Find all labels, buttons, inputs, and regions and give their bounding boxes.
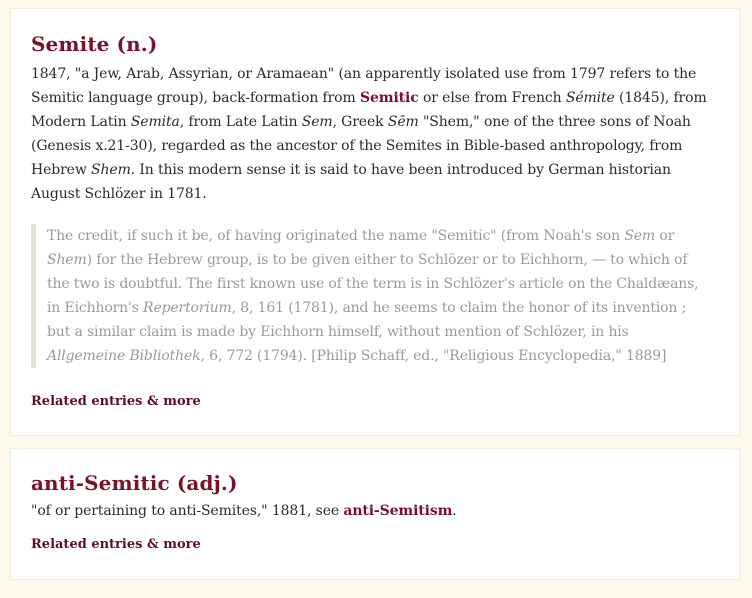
text-run: .	[452, 503, 457, 519]
text-run: (1845), from Modern Latin	[31, 90, 707, 130]
text-run: "of or pertaining to anti-Semites," 1881, see	[31, 503, 344, 519]
cross-reference-link[interactable]: Semitic	[359, 90, 419, 106]
text-run: ) for the Hebrew group, is to be given either to Schlözer or to Eichhorn, — to which of the two is doubtful. The first known use of the term is in Schlözer's article on the Chaldæans, in Eichhorn's	[47, 252, 699, 316]
italic-term: Shem	[91, 162, 131, 178]
entry-card-anti-semitic	[11, 449, 739, 579]
italic-term: Semita	[130, 114, 180, 130]
text-run: . In this modern sense it is said to have been introduced by German historian August Schlözer in 1781.	[31, 162, 671, 202]
text-run: The credit, if such it be, of having originated the name "Semitic" (from Noah's son	[47, 228, 625, 244]
italic-term: Repertorium	[143, 300, 232, 316]
text-run: , 8, 161 (1781), and he seems to claim the honor of its invention ; but a similar claim is made by Eichhorn himself, without mention of Schlözer, in his	[47, 300, 687, 340]
text-run: , from Late Latin	[179, 114, 302, 130]
text-run: , Greek	[332, 114, 388, 130]
italic-term: Sem	[301, 114, 333, 130]
entry-definition	[31, 62, 719, 206]
text-run: or	[655, 228, 675, 244]
related-entries-link[interactable]: Related entries & more	[31, 394, 201, 409]
cross-reference-link[interactable]: anti-Semitism	[343, 503, 453, 519]
entry-title: Semite (n.)	[31, 32, 158, 56]
entry-title: anti-Semitic (adj.)	[31, 471, 238, 495]
italic-term: Allgemeine Bibliothek	[47, 348, 201, 364]
related-entries-link[interactable]: Related entries & more	[31, 537, 201, 552]
italic-term: Sémite	[565, 90, 615, 106]
text-run: 1847, "a Jew, Arab, Assyrian, or Aramaean" (an apparently isolated use from 1797 refers to the Semitic language group), back-formation from	[31, 66, 697, 106]
entry-quote	[31, 224, 705, 368]
text-run: or else from French	[418, 90, 566, 106]
italic-term: Sēm	[387, 114, 419, 130]
text-run: "Shem," one of the three sons of Noah (Genesis x.21-30), regarded as the ancestor of the Semites in Bible-based anthropology, from Hebrew	[31, 114, 691, 178]
entry-definition	[31, 499, 719, 523]
text-run: , 6, 772 (1794). [Philip Schaff, ed., "Religious Encyclopedia," 1889]	[200, 348, 667, 364]
italic-term: Shem	[47, 252, 87, 268]
italic-term: Sem	[624, 228, 656, 244]
entry-card-semite	[11, 9, 739, 435]
